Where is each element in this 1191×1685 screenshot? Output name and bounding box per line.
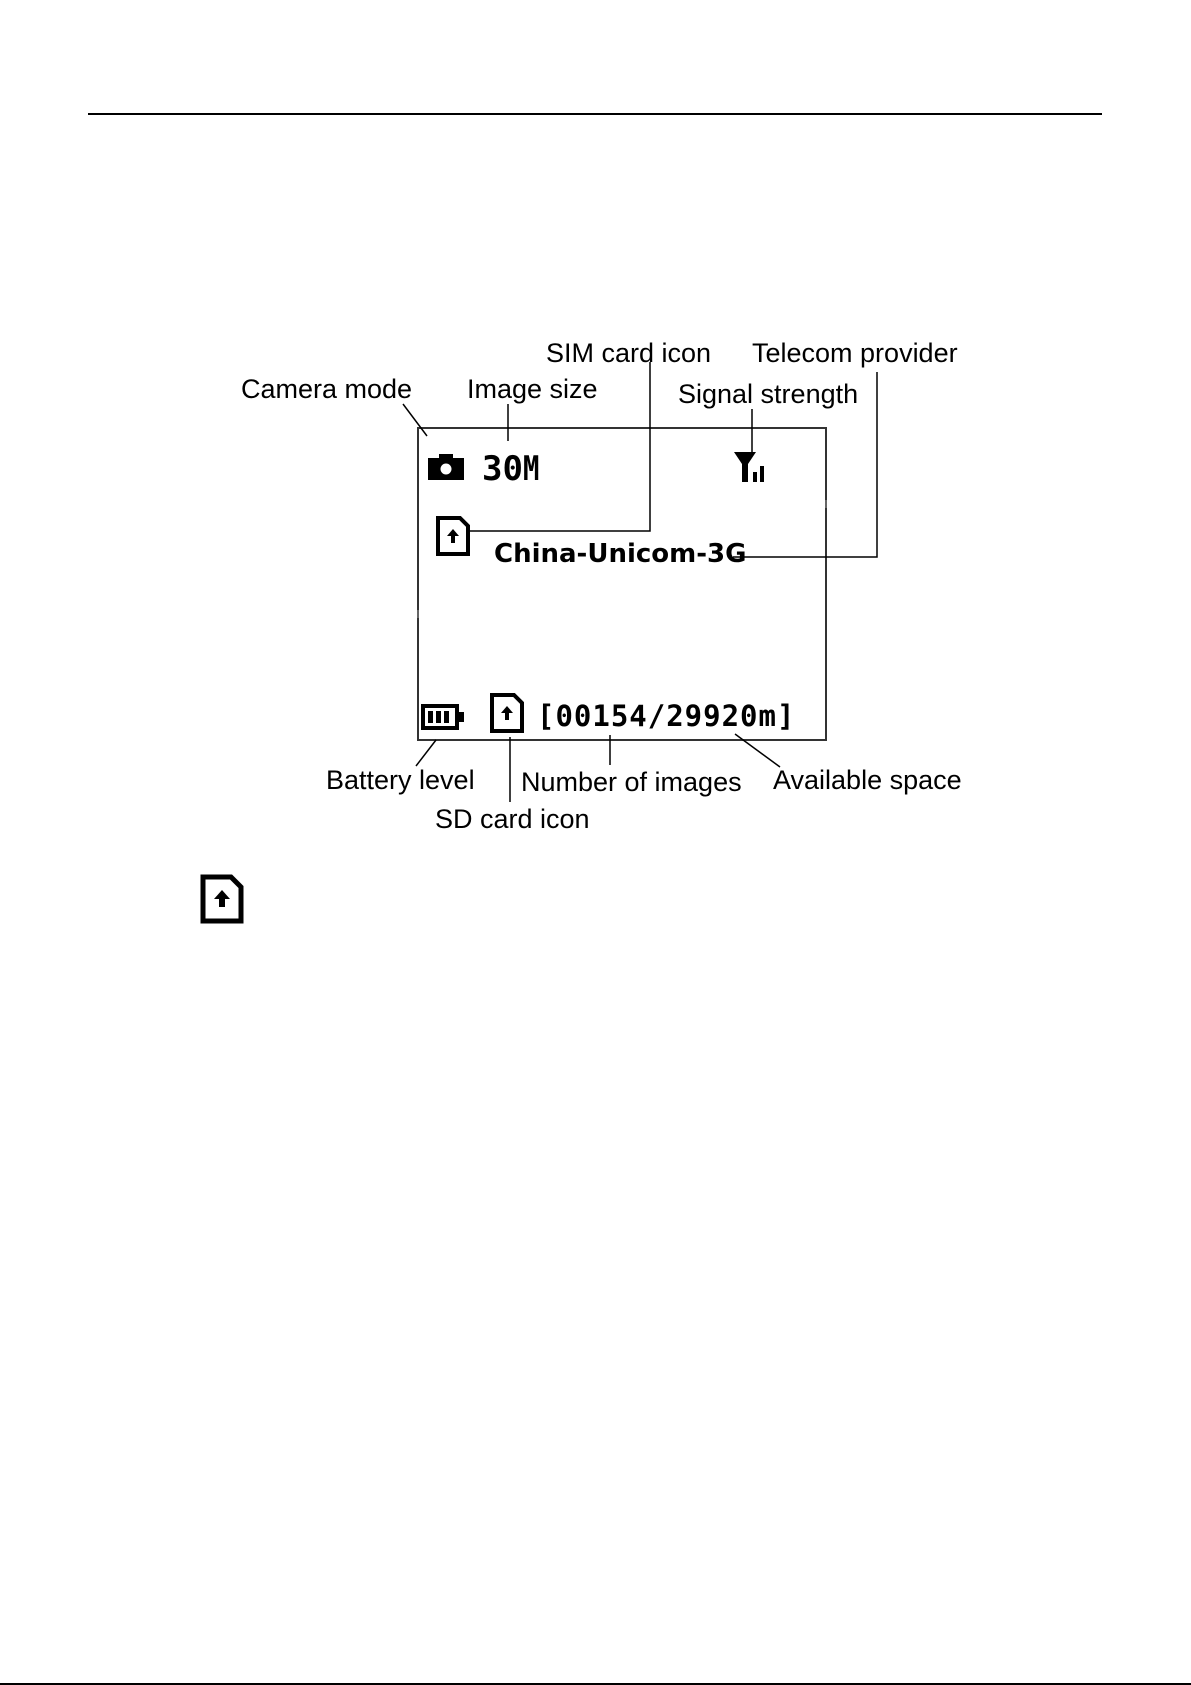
battery-icon [421,704,465,735]
leader-camera-mode [403,404,427,436]
label-image-size: Image size [467,374,598,404]
label-camera-mode: Camera mode [241,374,413,404]
label-number-of-images: Number of images [521,767,742,797]
image-size-value [482,449,543,489]
leader-available-space [735,734,780,767]
telecom-provider-name: China-Unicom-3G [494,539,747,569]
camera-icon [428,454,464,485]
image-size-number: 30 [482,449,523,489]
sd-card-icon [490,693,524,738]
antenna-signal-icon [734,452,770,487]
leader-battery [416,740,436,766]
sim-card-icon [436,516,470,561]
sd-card-icon-standalone [200,874,244,929]
label-sim-card-icon: SIM card icon [546,338,712,368]
image-size-unit: M [522,449,540,489]
label-signal-strength: Signal strength [678,379,859,409]
label-available-space: Available space [773,765,962,795]
image-count-and-space: [00154/29920m] [537,699,796,733]
label-telecom-provider: Telecom provider [752,338,958,368]
label-battery-level: Battery level [326,765,475,795]
label-sd-card-icon: SD card icon [435,804,590,834]
